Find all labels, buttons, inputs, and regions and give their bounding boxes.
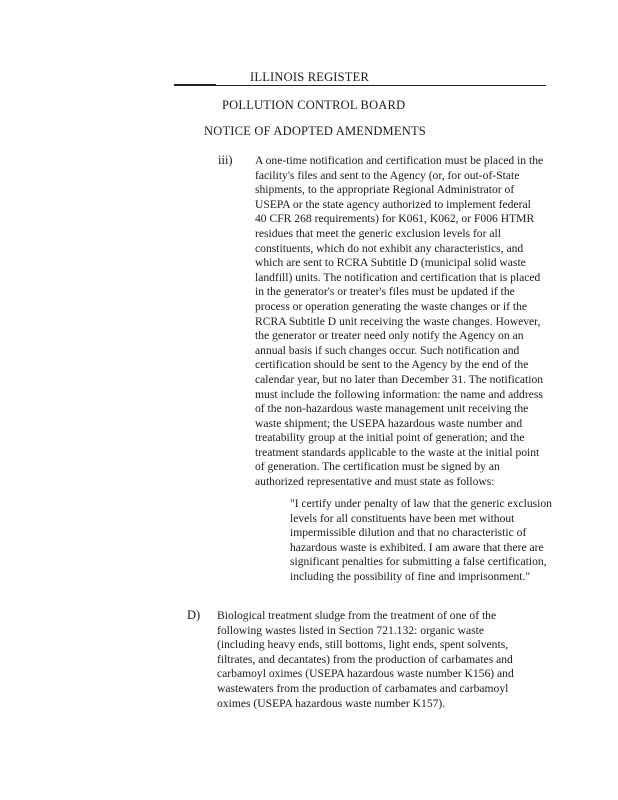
certification-quote: "I certify under penalty of law that the generic exclusion levels for all constituents have been met without impermissible dilution and that no characteristic of hazardous waste is exhibited. I am aware that there are significant penalties for submitting a false certification, including the possibility of fine and imprisonment." (290, 497, 552, 583)
item-d-marker: D) (187, 608, 201, 622)
register-title: ILLINOIS REGISTER (250, 70, 370, 84)
header-rule (174, 85, 546, 86)
header-rule-accent (174, 84, 216, 86)
notice-title: NOTICE OF ADOPTED AMENDMENTS (204, 124, 426, 138)
board-title: POLLUTION CONTROL BOARD (222, 98, 406, 112)
item-iii-paragraph: A one-time notification and certification must be placed in the facility's files and sent to the Agency (or, for out-of-State shipments, to the appropriate Regional Administrator of USEPA or the state agency authorized to implement federal 40 CFR 268 requirements) for K061, K062, or F006 HTMR residues that meet the generic exclusion levels for all constituents, which do not exhibit any characteristics, and which are sent to RCRA Subtitle D (municipal solid waste landfill) units. The notification and certification that is placed in the generator's or treater's files must be updated if the process or operation generating the waste changes or if the RCRA Subtitle D unit receiving the waste changes. However, the generator or treater need only notify the Agency on an annual basis if such changes occur. Such notification and certification should be sent to the Agency by the end of the calendar year, but no later than December 31. The notification must include the following information: the name and address of the non-hazardous waste management unit receiving the waste shipment; the USEPA hazardous waste number and treatability group at the initial point of generation; and the treatment standards applicable to the waste at the initial point of generation. The certification must be signed by an authorized representative and must state as follows: (255, 154, 544, 489)
item-iii-marker: iii) (218, 153, 233, 167)
item-d-paragraph: Biological treatment sludge from the treatment of one of the following wastes listed in Section 721.132: organic waste (including heavy ends, still bottoms, light ends, spent solvents, filtrates, and decantates) from the production of carbamates and carbamoyl oximes (USEPA hazardous waste number K156) and wastewaters from the production of carbamates and carbamoyl oximes (USEPA hazardous waste number K157). (217, 609, 514, 710)
